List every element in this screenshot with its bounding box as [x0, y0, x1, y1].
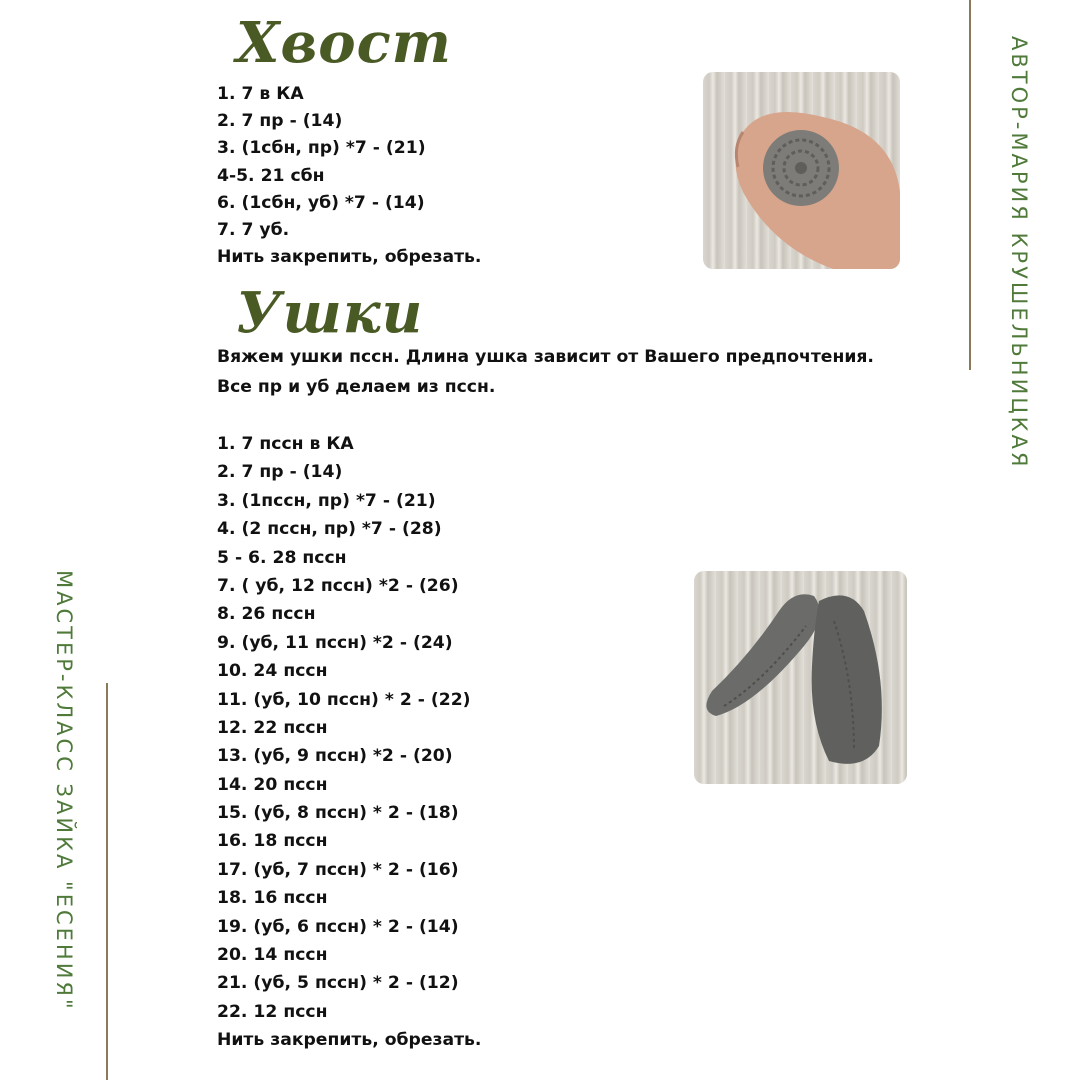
instruction-line: 18. 16 пссн [217, 888, 328, 909]
hand-holding-crochet-ball-image [703, 72, 900, 269]
instruction-line: 15. (уб, 8 пссн) * 2 - (18) [217, 803, 459, 824]
instruction-line: 8. 26 пссн [217, 604, 316, 625]
ears-photo [694, 571, 907, 784]
author-credit: АВТОР-МАРИЯ КРУШЕЛЬНИЦКАЯ [1007, 36, 1031, 470]
instruction-line: 14. 20 пссн [217, 774, 328, 795]
instruction-line: 12. 22 пссн [217, 717, 328, 738]
instruction-line: 1. 7 пссн в КА [217, 434, 354, 454]
instruction-line: 19. (уб, 6 пссн) * 2 - (14) [217, 916, 459, 937]
decorative-rule-left [106, 683, 108, 1080]
instruction-line: 17. (уб, 7 пссн) * 2 - (16) [217, 859, 459, 880]
instruction-line: 9. (уб, 11 пссн) *2 - (24) [217, 632, 453, 653]
instruction-line: 2. 7 пр - (14) [217, 111, 343, 132]
instruction-line: 6. (1сбн, уб) *7 - (14) [217, 192, 425, 213]
ears-section-title: Ушки [236, 280, 424, 346]
instruction-line: 1. 7 в КА [217, 84, 304, 104]
masterclass-title: МАСТЕР-КЛАСС ЗАЙКА "ЕСЕНИЯ" [52, 570, 76, 1012]
instruction-line: 16. 18 пссн [217, 831, 328, 852]
instruction-line: 5 - 6. 28 пссн [217, 547, 347, 568]
instruction-line: 21. (уб, 5 пссн) * 2 - (12) [217, 973, 459, 994]
instruction-line: 3. (1пссн, пр) *7 - (21) [217, 490, 436, 511]
instruction-line: Нить закрепить, обрезать. [217, 247, 482, 268]
instruction-line: 4. (2 пссн, пр) *7 - (28) [217, 519, 442, 540]
instruction-line: 7. ( уб, 12 пссн) *2 - (26) [217, 575, 459, 596]
instruction-line: 20. 14 пссн [217, 945, 328, 966]
instruction-line: 7. 7 уб. [217, 219, 290, 240]
intro-line: Все пр и уб делаем из пссн. [217, 377, 496, 397]
instruction-line: Нить закрепить, обрезать. [217, 1030, 482, 1051]
decorative-rule-right [969, 0, 971, 370]
tail-instructions [217, 81, 481, 271]
instruction-line: 13. (уб, 9 пссн) *2 - (20) [217, 746, 453, 767]
ears-intro-text [217, 342, 874, 402]
instruction-line: 22. 12 пссн [217, 1001, 328, 1022]
ears-instructions [217, 430, 481, 1055]
instruction-line: 11. (уб, 10 пссн) * 2 - (22) [217, 689, 471, 710]
crochet-ears-image [694, 571, 907, 784]
instruction-line: 4-5. 21 сбн [217, 165, 325, 186]
intro-line: Вяжем ушки пссн. Длина ушка зависит от Вашего предпочтения. [217, 347, 874, 367]
tail-section-title: Хвост [236, 10, 452, 76]
tail-photo [703, 72, 900, 269]
instruction-line: 2. 7 пр - (14) [217, 462, 343, 483]
instruction-line: 3. (1сбн, пр) *7 - (21) [217, 138, 426, 159]
instruction-line: 10. 24 пссн [217, 661, 328, 682]
